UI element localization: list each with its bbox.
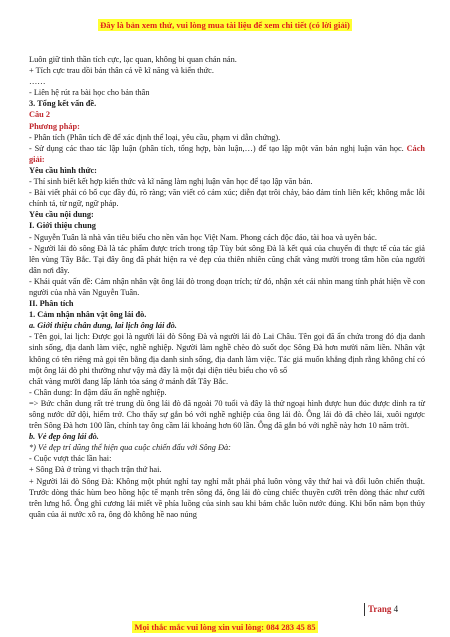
text-line: + Sông Đà ở trùng vi thạch trận thứ hai. — [29, 465, 162, 475]
preview-banner: Đây là bản xem thử, vui lòng mua tài liệu để xem chi tiết (có lời giải) — [100, 20, 350, 30]
text-line: + Tích cực trau dồi bản thân cả về kĩ năng và kiến thức. — [29, 66, 214, 76]
text-line: - Người lái đò sông Đà là tác phẩm được trích trong tập Tùy bút sông Đà là kết quả của chuyến đi thực tế của tác giả lên vùng Tây Bắc. Tại đây ông đã phát hiện ra vẻ đẹp của thiên nhiên cũng chất vàng mười trong tâm hồn của người dân nơi đây. — [29, 243, 425, 275]
text-line: - Thí sinh biết kết hợp kiến thức và kĩ năng làm nghị luận văn học để tạo lập văn bản. — [29, 177, 313, 187]
text-line: + Người lái đò Sông Đà: Không một phút nghỉ tay nghỉ mắt phải phá luôn vòng vây thứ hai và đổi luôn chiến thuật. Trước dòng thác hùm beo hồng hộc tế mạnh trên sông đá, ông lái đò cùng chiếc thuyền cưỡi trên dòng thác như cưỡi trên lưng hổ. Ông ghì cương lái miết về phía luồng của sinh sau khi bám chắc luồn nước đúng. Khi bốn năm bọn thủy quân của ải nước xô ra, ông đò không hề nao núng — [29, 476, 425, 519]
page-label: Trang — [368, 604, 392, 614]
text-line: II. Phân tích — [29, 299, 74, 309]
text-line: - Tên gọi, lai lịch: Được gọi là người lái đò Sông Đà và người lái đò Lai Châu. Tên gọi đã ẩn chứa trong đó địa danh sinh sống, địa danh làm việc, nghề nghiệp. Người làm nghề chèo đò suốt dọc Sông Đà hơn mười năm liền. Nhân vật không có tên riêng mà gọi tên bằng địa danh sinh sống, địa danh làm việc. Tác giả muốn khẳng định rằng không chỉ có một ông lái đò phi thường như vậy mà đây là một đại diện tiêu biểu cho vô số — [29, 332, 425, 375]
text-line: => Bức chân dung rất trẻ trung dù ông lái đò đã ngoài 70 tuổi và đây là thử ngoại hình được hun đúc được dinh ra từ sông nước dữ dội, hiểm trở. Cho thấy sự gắn bó với nghề nghiệp của ông lái đò. Ông lái đò đã chèo lái, xuôi ngược trên Sông Đà hơn 100 lần, chính tay ông cầm lái khoảng hơn 60 lần. Ông đã gắn bó với nghề này hơn 10 năm trời. — [29, 398, 425, 431]
text-line: Câu 2 — [29, 110, 50, 120]
text-line: Yêu cầu hình thức: — [29, 165, 97, 175]
text-line: - Liên hệ rút ra bài học cho bản thân — [29, 88, 150, 98]
text-line: chất vàng mười đang lấp lánh tỏa sáng ở mảnh đất Tây Bắc. — [29, 376, 229, 386]
text-line: I. Giới thiệu chung — [29, 221, 96, 231]
contact-footer: Mọi thắc mắc vui lòng xin vui lòng: 084 283 45 85 — [134, 622, 316, 632]
text-line: Yêu cầu nội dung: — [29, 210, 94, 220]
text-line: 1. Cảm nhận nhân vật ông lái đò. — [29, 310, 147, 320]
text-line: - Nguyễn Tuân là nhà văn tiêu biểu cho nền văn học Việt Nam. Phong cách độc đáo, tài hoa và uyên bác. — [29, 232, 377, 242]
text-line: *) Vẻ đẹp trí dũng thể hiện qua cuộc chiến đấu với Sông Đà: — [29, 443, 231, 453]
text-line: - Chân dung: In đậm dấu ấn nghề nghiệp. — [29, 387, 167, 397]
text-line: - Khái quát vấn đề: Cảm nhận nhân vật ông lái đò trong đoạn trích; từ đó, nhận xét cái nhìn mang tính phát hiện về con người của nhà văn Nguyễn Tuân. — [29, 276, 425, 297]
text-line: 3. Tổng kết vấn đề. — [29, 99, 97, 109]
text-line: - Bài viết phải có bố cục đầy đủ, rõ ràng; văn viết có cảm xúc; diễn đạt trôi chảy, bảo đảm tính liên kết; không mắc lỗi chính tả, từ ngữ, ngữ pháp. — [29, 188, 425, 209]
text-line: - Cuộc vượt thác lần hai: — [29, 454, 112, 464]
page-number — [364, 603, 398, 616]
text-line: a. Giới thiệu chân dung, lai lịch ông lái đò. — [29, 321, 177, 331]
text-line: - Sử dụng các thao tác lập luận (phân tích, tổng hợp, bàn luận,…) để tạo lập một văn bản nghị luận văn học. Cách giải: — [29, 143, 425, 164]
text-line: Phương pháp: — [29, 121, 80, 131]
text-line: b. Vẻ đẹp ông lái đò. — [29, 432, 99, 442]
document-body — [29, 54, 425, 520]
text-line: - Phân tích (Phân tích đề để xác định thể loại, yêu cầu, phạm vi dẫn chứng). — [29, 132, 281, 142]
text-line: …… — [29, 77, 46, 87]
page-value: 4 — [393, 604, 399, 614]
text-line: Luôn giữ tinh thần tích cực, lạc quan, không bi quan chán nản. — [29, 55, 237, 64]
